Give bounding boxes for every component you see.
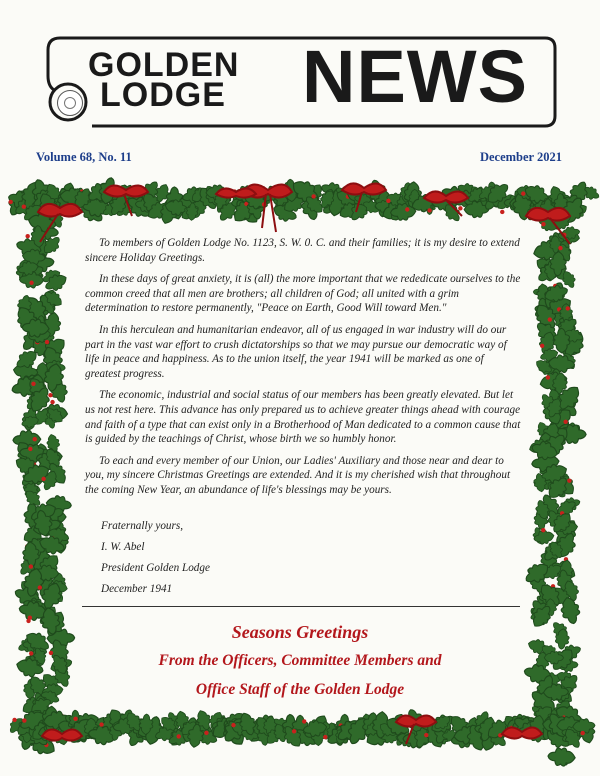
masthead-golden: GOLDEN [88, 46, 240, 84]
holly-berry-icon [521, 191, 525, 195]
holly-berry-icon [41, 477, 45, 481]
holly-berry-icon [563, 420, 567, 424]
holly-berry-icon [48, 393, 52, 397]
letter-paragraph: In these days of great anxiety, it is (all) the more important that we rededicate ourselves to the common creed that all men are brothers; all children of God; all united with a grim determination to restore permanently, "Peace on Earth, Good Will toward Men." [85, 273, 521, 315]
holly-berry-icon [458, 206, 462, 210]
holly-berry-icon [177, 734, 181, 738]
holly-berry-icon [99, 722, 103, 726]
letter-closing: Fraternally yours, [101, 520, 184, 532]
holly-berry-icon [427, 208, 431, 212]
holly-berry-icon [302, 719, 306, 723]
holly-berry-icon [12, 718, 16, 722]
holly-berry-icon [323, 735, 327, 739]
holly-berry-icon [546, 375, 550, 379]
letter-signer: I. W. Abel [101, 541, 145, 553]
issue-volume: Volume 68, No. 11 [36, 150, 132, 164]
bow-icon [216, 188, 256, 197]
masthead-news: NEWS [302, 35, 528, 118]
holly-berry-icon [22, 718, 26, 722]
holly-berry-icon [292, 729, 296, 733]
issue-date: December 2021 [479, 150, 562, 164]
divider [82, 606, 520, 607]
greeting-heading: Seasons Greetings [231, 622, 369, 642]
holly-berry-icon [31, 382, 35, 386]
letter-paragraph: In this herculean and humanitarian endeavor, all of us engaged in war industry will do our part in the vast war effort to crush dictatorships so that we may pursue our democratic way of life in peace and happiness. As to the union itself, the year 1941 will be marked as one of greatest progress. [85, 323, 507, 380]
holly-berry-icon [386, 199, 390, 203]
holly-berry-icon [38, 585, 42, 589]
holly-berry-icon [541, 222, 545, 226]
holly-berry-icon [25, 234, 29, 238]
holly-berry-icon [231, 723, 235, 727]
holly-berry-icon [580, 731, 584, 735]
letter-paragraph: The economic, industrial and social status of our members has been greatly elevated. But let us not rest here. This advance has only prepared us to achieve greater things ahead with courage and faith of a type that can exist only in a Brotherhood of Man dedicated to a common cause that is guided by the teachings of Christ, whose birth we so humbly honor. [85, 389, 521, 446]
holly-berry-icon [540, 344, 544, 348]
holly-berry-icon [548, 317, 552, 321]
masthead-lodge: LODGE [100, 76, 226, 114]
holly-berry-icon [405, 207, 409, 211]
letter-paragraph: To members of Golden Lodge No. 1123, S. W. 0. C. and their families; it is my desire to extend sincere Holiday Greetings. [85, 237, 520, 264]
holly-berry-icon [29, 564, 33, 568]
holly-berry-icon [22, 204, 26, 208]
masthead [40, 28, 562, 138]
holly-berry-icon [204, 731, 208, 735]
holly-berry-icon [28, 447, 32, 451]
greeting-line: From the Officers, Committee Members and [158, 652, 442, 669]
holly-berry-icon [28, 615, 32, 619]
holly-berry-icon [424, 733, 428, 737]
holly-berry-icon [566, 306, 570, 310]
letter-date: December 1941 [101, 583, 173, 595]
holly-leaf-icon [547, 747, 575, 767]
holly-berry-icon [8, 200, 12, 204]
holly-berry-icon [29, 281, 33, 285]
holly-berry-icon [50, 400, 54, 404]
holly-berry-icon [45, 340, 49, 344]
holly-berry-icon [541, 528, 545, 532]
holly-berry-icon [558, 246, 562, 250]
holly-berry-icon [500, 210, 504, 214]
holly-berry-icon [311, 194, 315, 198]
holiday-letter [85, 236, 521, 505]
letter-paragraph: To each and every member of our Union, our Ladies' Auxiliary and those near and dear to you, my sincere Christmas Greetings are extended. And it is my cherished wish that throughout the coming New Year, an abundance of life's blessings may be yours. [85, 454, 511, 496]
holly-berry-icon [33, 437, 37, 441]
greeting-line: Office Staff of the Golden Lodge [195, 681, 405, 698]
holly-berry-icon [567, 478, 571, 482]
holly-berry-icon [73, 717, 77, 721]
letter-signer-title: President Golden Lodge [101, 562, 210, 574]
issue-line [36, 150, 564, 166]
union-seal-icon [57, 90, 83, 116]
